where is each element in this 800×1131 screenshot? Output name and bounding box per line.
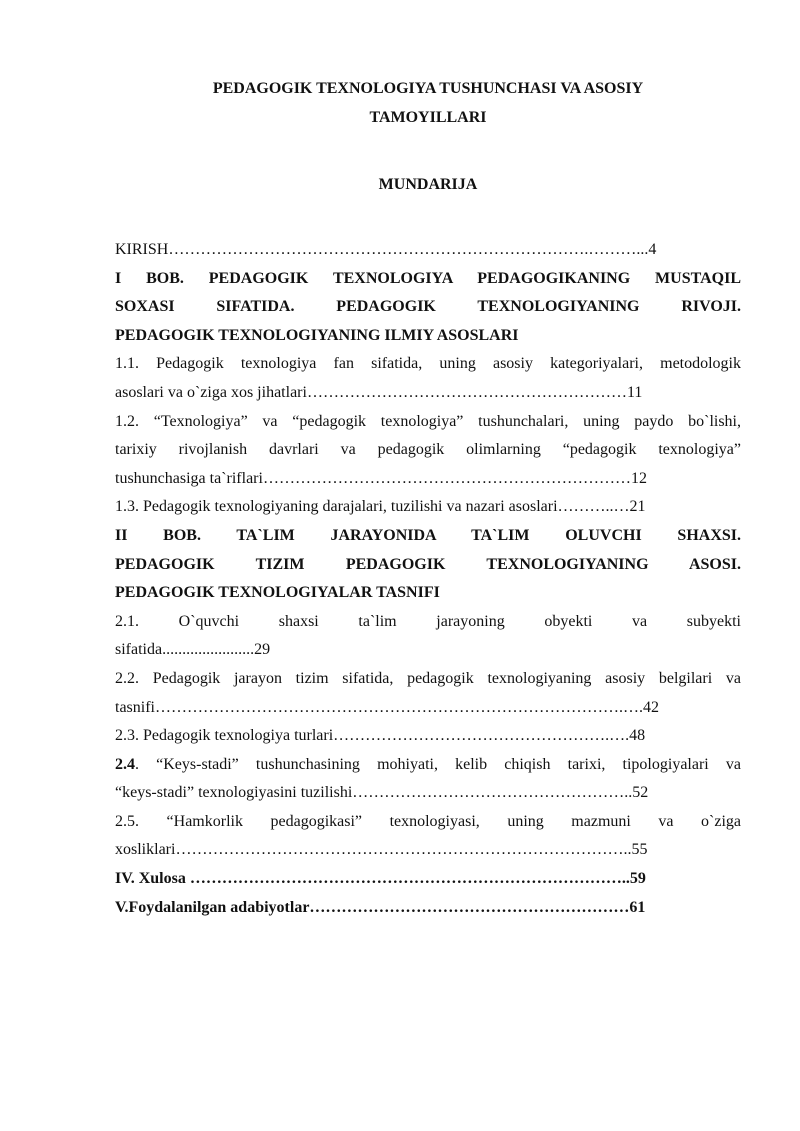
toc-section-1-2-line-1: 1.2. “Texnologiya” va “pedagogik texnologiya” tushunchalari, uning paydo bo`lishi, (115, 412, 741, 430)
document-title (115, 74, 741, 132)
toc-section-2-3: 2.3. Pedagogik texnologiya turlari…………………………………………….….48 (115, 727, 646, 745)
toc-section-2-1-line-1: 2.1. O`quvchi shaxsi ta`lim jarayoning obyekti va subyekti (115, 612, 741, 630)
toc-chapter-1-line-1: I BOB. PEDAGOGIK TEXNOLOGIYA PEDAGOGIKANING MUSTAQIL (115, 269, 741, 287)
toc-section-2-2-line-1: 2.2. Pedagogik jarayon tizim sifatida, pedagogik texnologiyaning asosiy belgilari va (115, 669, 741, 687)
toc-section-2-4-line-2: “keys-stadi” texnologiyasini tuzilishi……………………………………………..52 (115, 784, 649, 802)
document-title-line-1: PEDAGOGIK TEXNOLOGIYA TUSHUNCHASI VA ASOSIY (212, 80, 644, 97)
toc-section-2-4-number: 2.4 (115, 755, 135, 773)
toc-chapter-2-line-2: PEDAGOGIK TIZIM PEDAGOGIK TEXNOLOGIYANING ASOSI. (115, 555, 741, 573)
toc-section-1-2-line-2: tarixiy rivojlanish davrlari va pedagogik olimlarning “pedagogik texnologiya” (115, 441, 741, 459)
toc-chapter-2-line-1: II BOB. TA`LIM JARAYONIDA TA`LIM OLUVCHI SHAXSI. (115, 526, 741, 544)
table-of-contents (115, 236, 741, 922)
toc-section-2-2-line-2: tasnifi…………………………………………………………………………….….42 (115, 698, 659, 716)
toc-entry-intro: KIRISH…………………………………………………………………….………...4 (115, 241, 657, 258)
document-title-line-2: TAMOYILLARI (369, 109, 487, 126)
toc-chapter-2-line-3: PEDAGOGIK TEXNOLOGIYALAR TASNIFI (115, 584, 440, 602)
toc-chapter-1-line-3: PEDAGOGIK TEXNOLOGIYANING ILMIY ASOSLARI (115, 326, 519, 344)
toc-chapter-1-line-2: SOXASI SIFATIDA. PEDAGOGIK TEXNOLOGIYANING RIVOJI. (115, 298, 741, 316)
toc-section-1-1-line-1: 1.1. Pedagogik texnologiya fan sifatida, uning asosiy kategoriyalari, metodologik (115, 355, 741, 373)
toc-section-1-2-line-3: tushunchasiga ta`riflari……………………………………………………………12 (115, 469, 647, 487)
toc-section-1-3: 1.3. Pedagogik texnologiyaning darajalari, tuzilishi va nazari asoslari………..…21 (115, 498, 646, 516)
toc-entry-conclusion: IV. Xulosa ………………………………………………………………………..59 (115, 870, 646, 888)
toc-entry-references: V.Foydalanilgan adabiyotlar……………………………………………………61 (115, 898, 646, 916)
toc-section-2-4-title: . “Keys-stadi” tushunchasining mohiyati, kelib chiqish tarixi, tipologiyalari va (135, 755, 741, 773)
toc-section-2-1-line-2: sifatida.......................29 (115, 641, 271, 659)
toc-section-2-5-line-2: xosliklari…………………………………………………………………………..55 (115, 841, 648, 859)
toc-section-2-4-line-1 (115, 751, 741, 780)
toc-section-1-1-line-2: asoslari va o`ziga xos jihatlari……………………………………………………11 (115, 383, 643, 401)
toc-section-2-5-line-1: 2.5. “Hamkorlik pedagogikasi” texnologiyasi, uning mazmuni va o`ziga (115, 812, 741, 830)
contents-heading: MUNDARIJA (378, 176, 478, 193)
